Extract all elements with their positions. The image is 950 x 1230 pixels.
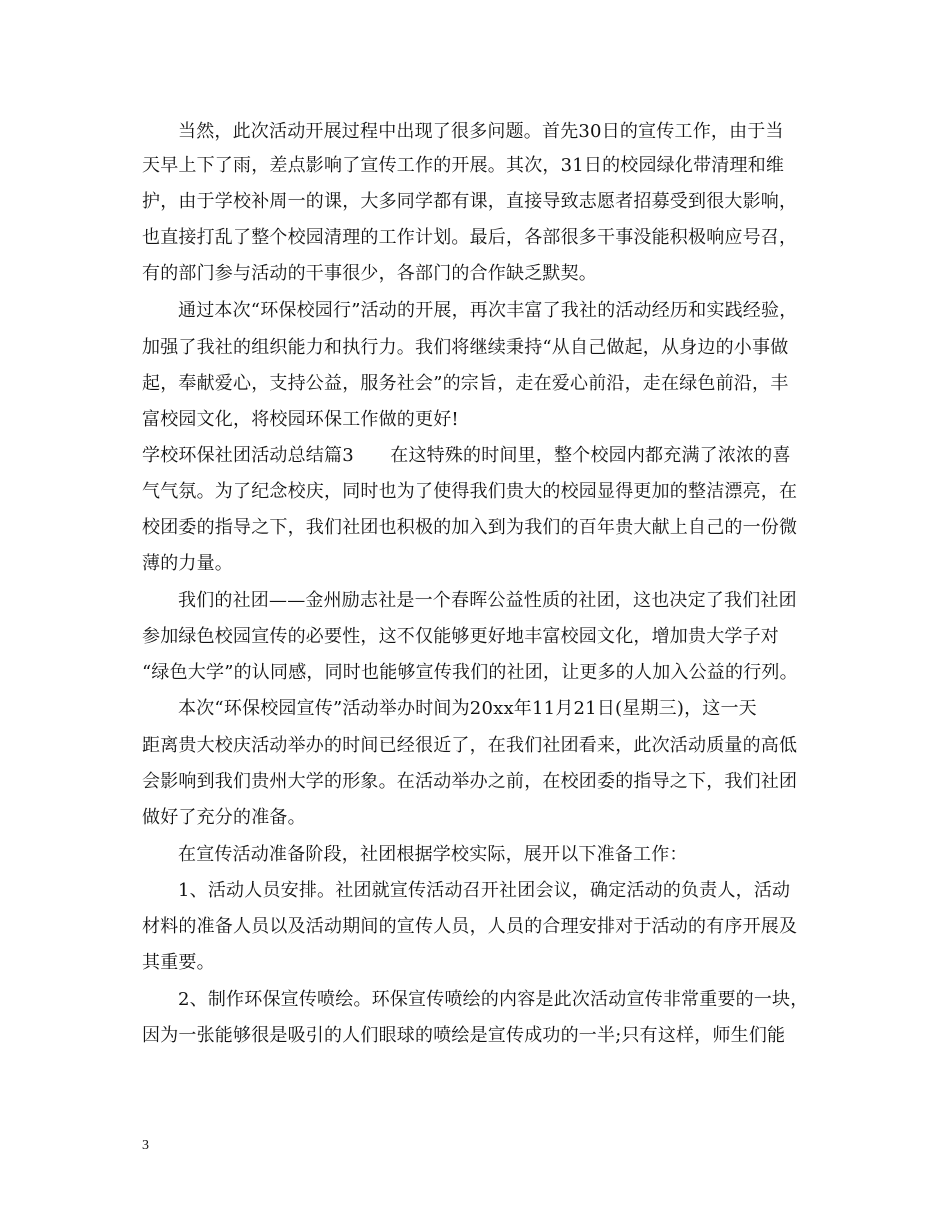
paragraph-line: 在宣传活动准备阶段，社团根据学校实际，展开以下准备工作：: [178, 844, 688, 865]
page-number: 3: [142, 1138, 149, 1153]
paragraph-line: 我们的社团——金州励志社是一个春晖公益性质的社团，这也决定了我们社团: [178, 590, 797, 611]
paragraph-line: 也直接打乱了整个校园清理的工作计划。最后，各部很多干事没能积极响应号召，: [142, 227, 798, 248]
paragraph-line: 富校园文化，将校园环保工作做的更好!: [142, 409, 459, 430]
paragraph-line: 材料的准备人员以及活动期间的宣传人员，人员的合理安排对于活动的有序开展及: [142, 916, 798, 937]
paragraph-line: 当然，此次活动开展过程中出现了很多问题。首先30日的宣传工作，由于当: [178, 121, 784, 142]
paragraph-line: 1、活动人员安排。社团就宣传活动召开社团会议，确定活动的负责人，活动: [178, 880, 791, 901]
paragraph-line: “绿色大学”的认同感，同时也能够宣传我们的社团，让更多的人加入公益的行列。: [142, 662, 798, 683]
paragraph-line: 通过本次“环保校园行”活动的开展，再次丰富了我社的活动经历和实践经验，: [178, 300, 798, 321]
paragraph-line: 参加绿色校园宣传的必要性，这不仅能够更好地丰富校园文化，增加贵大学子对: [142, 626, 779, 647]
paragraph-line: 因为一张能够很是吸引的人们眼球的喷绘是宣传成功的一半;只有这样，师生们能: [142, 1025, 786, 1046]
paragraph-line: 会影响到我们贵州大学的形象。在活动举办之前，在校团委的指导之下，我们社团: [142, 771, 798, 792]
paragraph-line: 气气氛。为了纪念校庆，同时也为了使得我们贵大的校园显得更加的整洁漂亮，在: [142, 481, 798, 502]
paragraph-line: 2、制作环保宣传喷绘。环保宣传喷绘的内容是此次活动宣传非常重要的一块，: [178, 989, 809, 1010]
paragraph-line: 其重要。: [142, 952, 215, 973]
paragraph-line: 校团委的指导之下，我们社团也积极的加入到为我们的百年贵大献上自己的一份微: [142, 517, 798, 538]
paragraph-line: 加强了我社的组织能力和执行力。我们将继续秉持“从自己做起，从身边的小事做: [142, 337, 789, 358]
paragraph-line: 薄的力量。: [142, 553, 233, 574]
section-title-line: 学校环保社团活动总结篇3 在这特殊的时间里，整个校园内都充满了浓浓的喜: [142, 445, 791, 466]
paragraph-line: 起，奉献爱心，支持公益，服务社会”的宗旨，走在爱心前沿，走在绿色前沿，丰: [142, 373, 789, 394]
paragraph-line: 天早上下了雨，差点影响了宣传工作的开展。其次，31日的校园绿化带清理和维: [142, 155, 785, 176]
paragraph-line: 本次“环保校园宣传”活动举办时间为20xx年11月21日(星期三)，这一天: [178, 698, 757, 719]
paragraph-line: 距离贵大校庆活动举办的时间已经很近了，在我们社团看来，此次活动质量的高低: [142, 735, 798, 756]
paragraph-line: 做好了充分的准备。: [142, 807, 306, 828]
paragraph-line: 护，由于学校补周一的课，大多同学都有课，直接导致志愿者招募受到很大影响，: [142, 191, 798, 212]
paragraph-line: 有的部门参与活动的干事很少，各部门的合作缺乏默契。: [142, 263, 597, 284]
